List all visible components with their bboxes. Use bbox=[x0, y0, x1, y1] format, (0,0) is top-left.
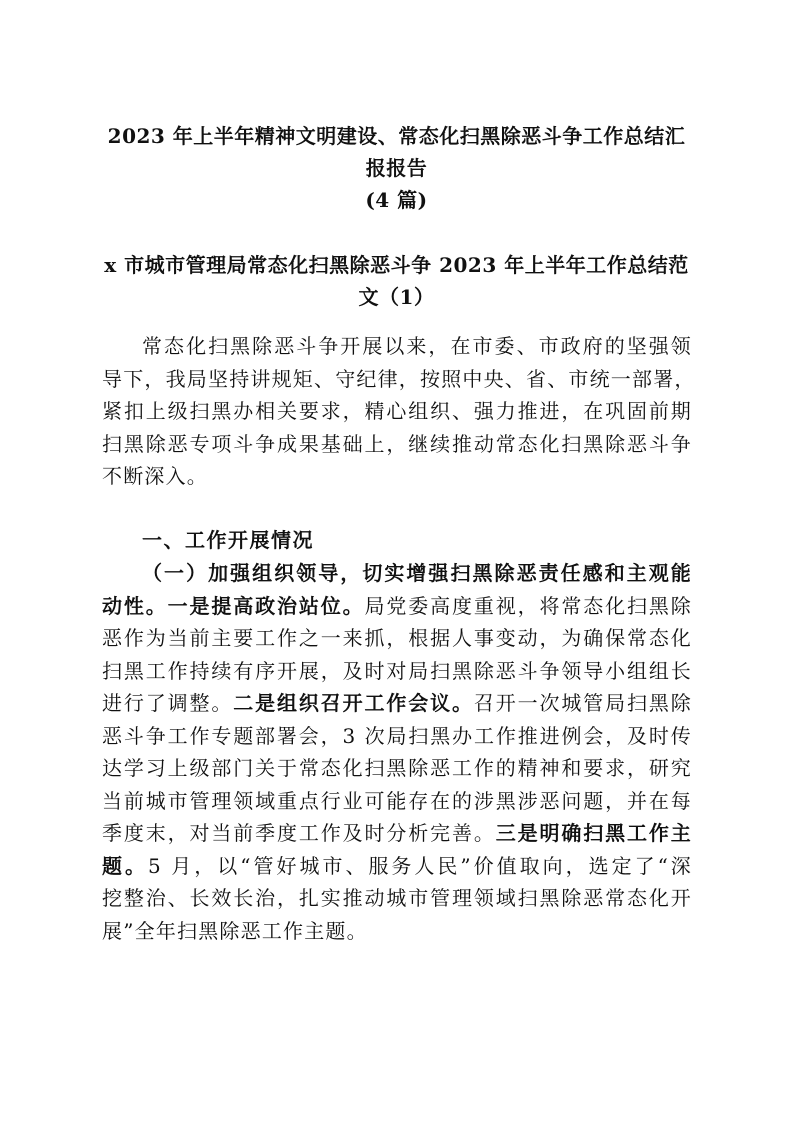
intro-line: 扫黑除恶专项斗争成果基础上，继续推动常态化扫黑除恶斗争 bbox=[102, 431, 692, 456]
article-count-label bbox=[100, 184, 693, 216]
main-title-line-1: 2023 年上半年精神文明建设、常态化扫黑除恶斗争工作总结汇 bbox=[107, 124, 686, 148]
intro-line: 导下，我局坚持讲规矩、守纪律，按照中央、省、市统一部署， bbox=[102, 366, 696, 391]
document-main-title bbox=[100, 120, 693, 184]
section-line: 达学习上级部门关于常态化扫黑除恶工作的精神和要求，研究 bbox=[102, 756, 692, 780]
plain-phrase: 进行了调整。 bbox=[102, 691, 234, 715]
section-line: 扫黑工作持续有序开展，及时对局扫黑除恶斗争领导小组组长 bbox=[102, 658, 692, 683]
plain-phrase: 季度末，对当前季度工作及时分析完善。 bbox=[102, 821, 496, 845]
bold-phrase: 题。 bbox=[102, 853, 148, 878]
intro-paragraph bbox=[102, 330, 696, 493]
section-line bbox=[102, 687, 692, 720]
section-line: 恶作为当前主要工作之一来抓，根据人事变动，为确保常态化 bbox=[102, 626, 692, 650]
bold-phrase: 动性。一是提高政治站位。 bbox=[102, 593, 365, 618]
section-line: 恶斗争工作专题部署会，3 次局扫黑办工作推进例会，及时传 bbox=[102, 723, 692, 748]
section-line: 展”全年扫黑除恶工作主题。 bbox=[102, 918, 368, 943]
bold-phrase: 二是组织召开工作会议。 bbox=[233, 691, 474, 715]
intro-line: 常态化扫黑除恶斗争开展以来，在市委、市政府的坚强领 bbox=[142, 334, 692, 358]
section-line: 当前城市管理领域重点行业可能存在的涉黑涉恶问题，并在每 bbox=[102, 788, 692, 813]
section-line bbox=[102, 817, 692, 850]
intro-line: 不断深入。 bbox=[102, 464, 208, 488]
plain-phrase: 局党委高度重视，将常态化扫黑除 bbox=[364, 593, 693, 618]
main-title-line-2: 报报告 bbox=[365, 156, 428, 180]
section-line bbox=[102, 850, 692, 883]
section-line: 挖整治、长效长治，扎实推动城市管理领域扫黑除恶常态化开 bbox=[102, 886, 692, 910]
plain-phrase: 召开一次城管局扫黑除 bbox=[473, 691, 693, 715]
article-title-line-1: x 市城市管理局常态化扫黑除恶斗争 2023 年上半年工作总结范 bbox=[104, 253, 689, 277]
section-paragraph bbox=[102, 557, 692, 947]
article-title-line-2: 文（1） bbox=[358, 285, 435, 309]
count-label-text: (4 篇) bbox=[365, 188, 428, 212]
bold-phrase: 三是明确扫黑工作主 bbox=[495, 821, 692, 845]
section-line: （一）加强组织领导，切实增强扫黑除恶责任感和主观能 bbox=[142, 561, 692, 585]
article-title bbox=[100, 249, 693, 313]
intro-line: 紧扣上级扫黑办相关要求，精心组织、强力推进，在巩固前期 bbox=[102, 399, 692, 423]
section-line bbox=[102, 590, 692, 623]
section-heading: 一、工作开展情况 bbox=[142, 528, 314, 552]
plain-phrase: 5 月，以“管好城市、服务人民”价值取向，选定了“深 bbox=[148, 853, 692, 878]
